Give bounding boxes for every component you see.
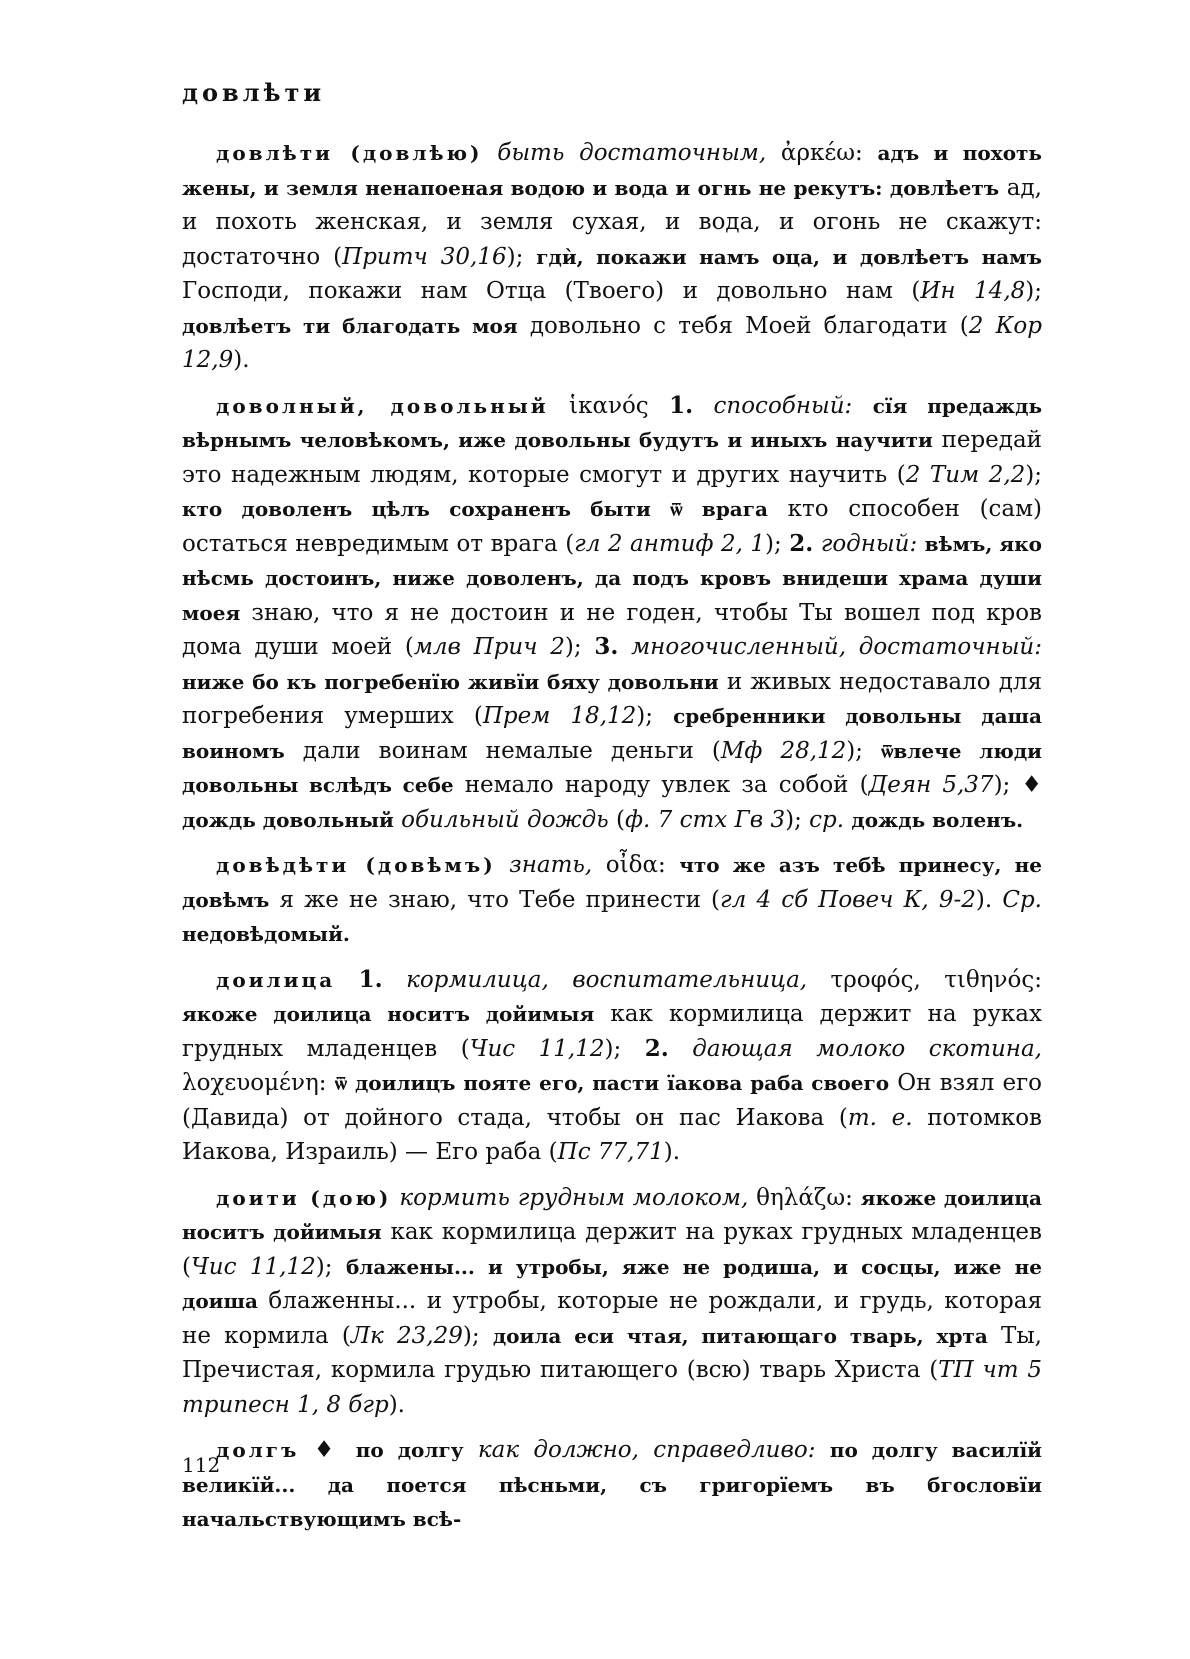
sense-number: 1. <box>358 965 383 993</box>
italic-text: Чис 11,12 <box>469 1035 605 1062</box>
text: ); <box>785 806 810 833</box>
text: ♦ <box>299 1437 356 1463</box>
italic-text: Лк 23,29 <box>350 1322 463 1349</box>
church-slavonic-text: якоже доилица носитъ дойимыя <box>182 1002 595 1026</box>
text: ); ♦ <box>993 772 1042 798</box>
text: θηλάζω: <box>748 1184 861 1211</box>
italic-text: обильный дождь <box>401 806 609 833</box>
church-slavonic-text: якоже доилица носитъ дойимыя <box>182 1185 1043 1244</box>
italic-text: быть достаточным, <box>497 140 767 166</box>
text: ); <box>846 737 882 764</box>
headword: доилица <box>216 967 336 992</box>
text: ). <box>388 1391 405 1418</box>
text <box>383 967 406 993</box>
italic-text: годный: <box>820 530 918 557</box>
italic-text: способный: <box>713 392 853 419</box>
italic-text: 2 Тим 2,2 <box>905 461 1026 488</box>
italic-text: Чис 11,12 <box>190 1253 316 1280</box>
text: довольно с тебя Моей благодати ( <box>517 312 969 339</box>
italic-text: ТП чт 5 трипесн 1, 8 бгр <box>182 1357 1042 1418</box>
sense-number: 2. <box>789 529 814 557</box>
headword: доволный, довольный <box>216 393 549 418</box>
headword: доити (дою) <box>216 1185 392 1210</box>
text: немало народу увлек за собой ( <box>453 772 869 798</box>
italic-text: млв Прич 2 <box>413 634 565 660</box>
headword: довлѣти (довлѣю) <box>216 141 483 165</box>
church-slavonic-text: по долгу <box>355 1438 464 1462</box>
italic-text: гл 2 антиф 2, 1 <box>574 530 766 557</box>
italic-text: Мф 28,12 <box>720 737 847 764</box>
italic-text: Притч 30,16 <box>342 243 507 270</box>
text: Господи, покажи нам Отца (Твоего) и довольно нам ( <box>182 278 921 304</box>
text <box>669 1036 693 1062</box>
dictionary-entry <box>182 848 1042 952</box>
church-slavonic-text: дождь довольный <box>182 807 394 832</box>
church-slavonic-text: адъ и похоть жены, и земля ненапоеная водою и вода и огнь не рекутъ: довлѣетъ <box>182 141 1042 200</box>
italic-text: кормить грудным молоком, <box>399 1184 749 1211</box>
dictionary-entry <box>182 1433 1042 1537</box>
text: Он взял его (Давида) от дойного стада, чтобы он пас Иакова ( <box>182 1070 1043 1131</box>
italic-text: Прем 18,12 <box>482 703 637 729</box>
italic-text: Деян 5,37 <box>868 772 994 798</box>
text: ( <box>608 806 625 833</box>
italic-text: Ср. <box>1002 886 1042 913</box>
text <box>852 393 872 419</box>
running-header: довлѣти <box>182 78 326 107</box>
text <box>496 852 510 878</box>
italic-text: Пс 77,71 <box>557 1139 664 1165</box>
text: ); <box>1025 278 1042 304</box>
text: ); <box>462 1322 493 1349</box>
italic-text: как должно, справедливо: <box>477 1437 816 1463</box>
page-number: 112 <box>182 1453 221 1477</box>
text: я же не знаю, что Тебе принести ( <box>269 886 721 913</box>
text: дали воинам немалые деньги ( <box>284 737 721 764</box>
text <box>813 531 820 557</box>
text <box>917 531 924 557</box>
church-slavonic-text: вѣмъ, яко нѣсмь достоинъ, ниже доволенъ, да подъ кровъ внидеши храма души моея <box>182 531 1042 625</box>
church-slavonic-text: кто доволенъ цѣлъ сохраненъ быти ѿ врага <box>182 497 768 521</box>
text: и живых недоставало для погребения умерших ( <box>182 668 1042 729</box>
church-slavonic-text: сребренники довольны даша воиномъ <box>182 704 1042 763</box>
text: τροφός, τιθηνός: <box>807 966 1043 993</box>
text <box>693 393 713 419</box>
headword: довѣдѣти (довѣмъ) <box>216 853 496 877</box>
text: знаю, что я не достоин и не годен, чтобы Ты вошел под кров дома души моей ( <box>182 599 1042 660</box>
dictionary-entry <box>182 389 1042 838</box>
text: блаженны... и утробы, которые не рождали, и грудь, которая не кормила ( <box>182 1288 1042 1349</box>
text: λοχευομένη: <box>182 1070 335 1096</box>
page-body <box>182 136 1042 1548</box>
italic-text: кормилица, воспитательница, <box>406 966 808 993</box>
text: ἱκανός <box>548 392 670 419</box>
text: οἶδα: <box>592 852 680 878</box>
text <box>464 1437 478 1463</box>
text: как кормилица держит на руках грудных младенцев ( <box>182 1001 1042 1062</box>
italic-text: знать, <box>509 852 593 878</box>
church-slavonic-text: дождь воленъ. <box>851 807 1024 832</box>
italic-text: дающая молоко скотина, <box>692 1035 1042 1062</box>
text: ). <box>663 1139 681 1165</box>
italic-text: гл 4 сб Повеч К, 9-2 <box>720 886 976 913</box>
text: ἀρκέω: <box>766 140 878 166</box>
text <box>483 140 498 166</box>
text: ). <box>975 886 1003 913</box>
text: ); <box>564 634 595 660</box>
sense-number: 1. <box>669 391 694 419</box>
text <box>815 1437 829 1463</box>
text: ); <box>315 1253 346 1280</box>
text: ); <box>765 530 790 557</box>
sense-number: 3. <box>594 633 619 660</box>
text <box>618 634 631 660</box>
church-slavonic-text: гдѝ, покажи намъ оца, и довлѣетъ намъ <box>536 244 1042 269</box>
church-slavonic-text: по долгу василїй великїй... да поется пѣсньми, съ григорїемъ въ бгословїи начальствующимъ всѣ- <box>182 1438 1043 1531</box>
church-slavonic-text: ниже бо къ погребенїю живїи бяху довольни <box>182 669 719 694</box>
text: Ты, Пречистая, кормила грудью питающего (всю) тварь Христа ( <box>182 1322 1042 1383</box>
dictionary-entry <box>182 136 1042 378</box>
dictionary-entry <box>182 963 1042 1170</box>
italic-text: ср. <box>809 806 845 833</box>
text: ); <box>506 243 537 270</box>
sense-number: 2. <box>644 1034 669 1062</box>
italic-text: Ин 14,8 <box>920 278 1026 304</box>
text: ); <box>604 1035 645 1062</box>
text: кто способен (сам) остаться невредимым от врага ( <box>182 496 1042 557</box>
headword: долгъ <box>216 1438 300 1462</box>
church-slavonic-text: ѿвлече люди довольны вслѣдъ себе <box>182 738 1042 797</box>
text: ); <box>1025 461 1043 488</box>
text <box>335 967 358 993</box>
italic-text: ф. 7 стх Гв 3 <box>625 806 786 833</box>
text: как кормилица держит на руках грудных младенцев ( <box>182 1219 1042 1280</box>
text: ад, и похоть женская, и земля сухая, и вода, и огонь не скажут: достаточно ( <box>182 174 1042 270</box>
church-slavonic-text: ѿ доилицъ пояте его, пасти їакова раба своего <box>334 1071 890 1095</box>
church-slavonic-text: довлѣетъ ти благодать моя <box>182 313 518 338</box>
church-slavonic-text: блажены... и утробы, яже не родиша, и сосцы, иже не доиша <box>182 1254 1042 1313</box>
church-slavonic-text: сїя предаждь вѣрнымъ человѣкомъ, иже довольны будутъ и иныхъ научити <box>182 393 1043 452</box>
italic-text: многочисленный, достаточный: <box>631 634 1042 660</box>
church-slavonic-text: что же азъ тебѣ принесу, не довѣмъ <box>182 853 1042 912</box>
italic-text: 2 Кор 12,9 <box>182 312 1042 373</box>
church-slavonic-text: доила еси чтая, питающаго тварь, хрта <box>492 1323 988 1348</box>
church-slavonic-text: недовѣдомый. <box>182 922 350 946</box>
text: передай это надежным людям, которые смогут и других научить ( <box>182 427 1042 488</box>
text: потомков Иакова, Израиль) — Его раба ( <box>182 1104 1043 1165</box>
dictionary-entry <box>182 1181 1042 1423</box>
text: ); <box>636 703 674 729</box>
text: ). <box>233 347 250 373</box>
italic-text: т. е. <box>847 1104 913 1131</box>
